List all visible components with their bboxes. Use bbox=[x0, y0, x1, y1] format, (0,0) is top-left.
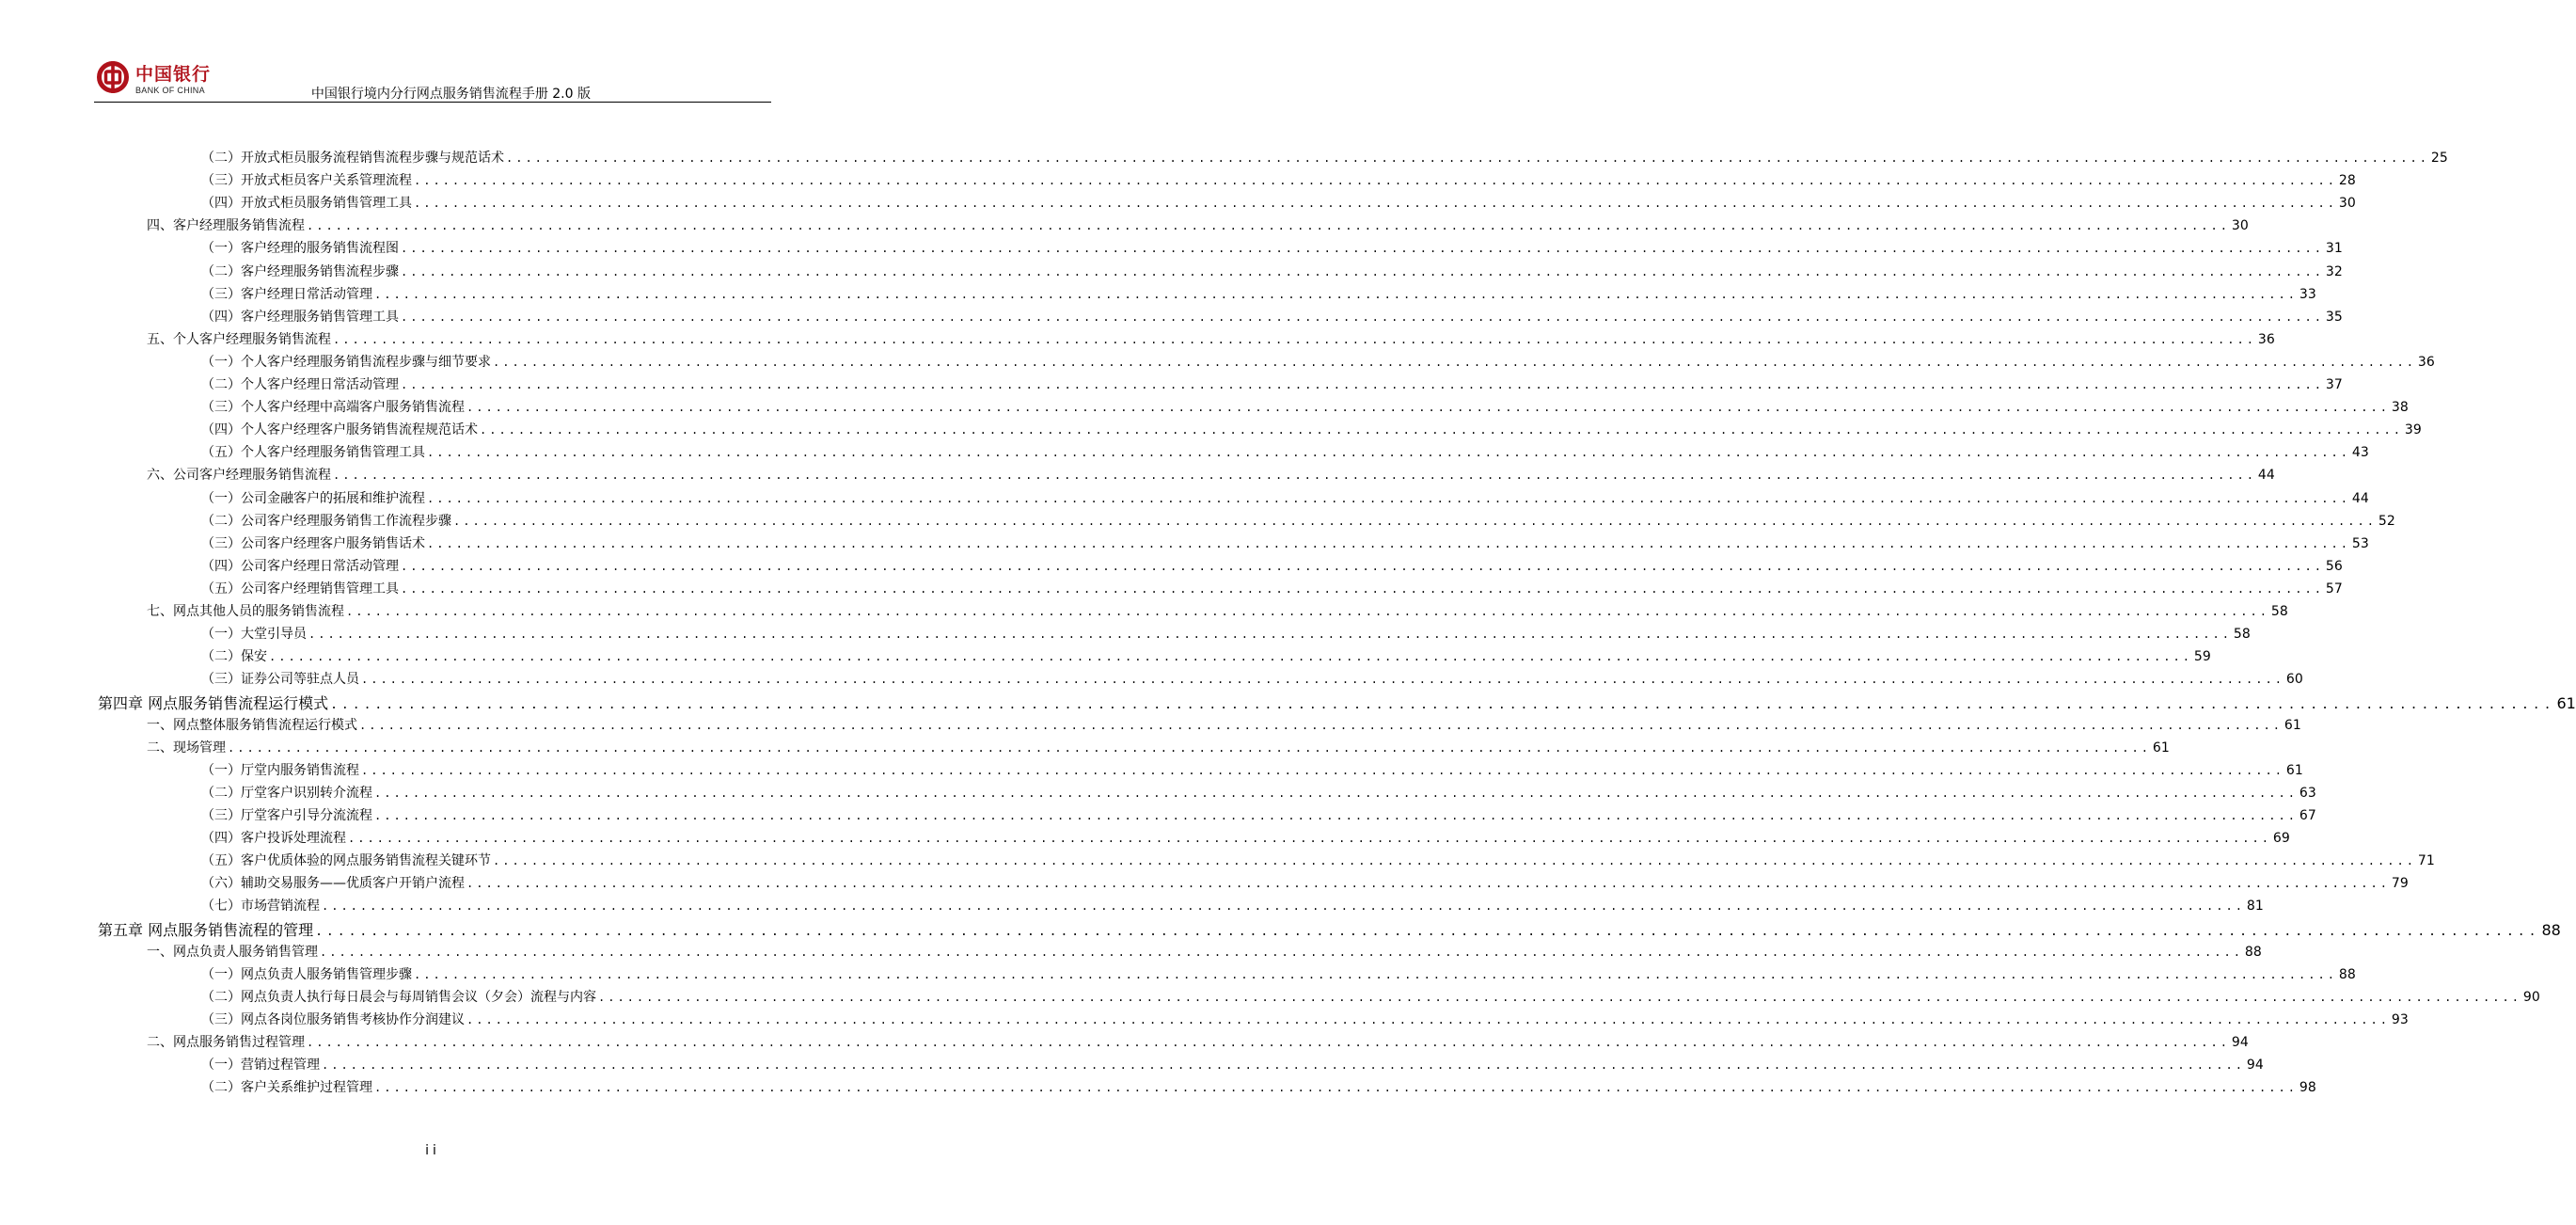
toc-dot-leader: ........................................................................................................................................................................................................ bbox=[401, 242, 2324, 256]
toc-dot-leader: ........................................................................................................................................................................................................ bbox=[427, 536, 2350, 550]
toc-entry-title: （四）个人客户经理客户服务销售流程规范话术 bbox=[201, 422, 478, 438]
toc-page-number: 61 bbox=[2556, 694, 2576, 713]
toc-entry-title: （四）客户投诉处理流程 bbox=[201, 831, 346, 846]
toc-dot-leader: ........................................................................................................................................................................................................ bbox=[330, 698, 2555, 713]
toc-entry-title: 二、网点服务销售过程管理 bbox=[147, 1034, 305, 1050]
toc-subsection-entry[interactable] bbox=[201, 511, 2395, 530]
toc-dot-leader: ........................................................................................................................................................................................................ bbox=[374, 786, 2298, 800]
toc-dot-leader: ........................................................................................................................................................................................................ bbox=[414, 197, 2337, 211]
toc-section-entry[interactable] bbox=[147, 738, 2170, 756]
toc-page-number: 93 bbox=[2391, 1011, 2409, 1027]
toc-page-number: 81 bbox=[2246, 899, 2264, 915]
toc-entry-title: 第五章 网点服务销售流程的管理 bbox=[98, 921, 314, 940]
logo-english-name: BANK OF CHINA bbox=[135, 86, 205, 95]
toc-dot-leader: ........................................................................................................................................................................................................ bbox=[427, 446, 2350, 460]
bank-logo bbox=[94, 58, 226, 102]
toc-subsection-entry[interactable] bbox=[201, 307, 2343, 326]
toc-subsection-entry[interactable] bbox=[201, 170, 2356, 189]
toc-page-number: 43 bbox=[2351, 445, 2369, 461]
toc-dot-leader: ........................................................................................................................................................................................................ bbox=[414, 967, 2337, 981]
toc-dot-leader: ........................................................................................................................................................................................................ bbox=[401, 581, 2324, 596]
toc-entry-title: （一）网点负责人服务销售管理步骤 bbox=[201, 966, 412, 982]
toc-dot-leader: ........................................................................................................................................................................................................ bbox=[333, 469, 2256, 483]
toc-page-number: 88 bbox=[2541, 921, 2561, 940]
toc-entry-title: （三）网点各岗位服务销售考核协作分润建议 bbox=[201, 1011, 465, 1027]
toc-entry-title: （四）公司客户经理日常活动管理 bbox=[201, 558, 399, 574]
toc-dot-leader: ........................................................................................................................................................................................................ bbox=[374, 808, 2298, 822]
toc-subsection-entry[interactable] bbox=[201, 148, 2448, 167]
toc-entry-title: （七）市场营销流程 bbox=[201, 899, 320, 915]
toc-dot-leader: ........................................................................................................................................................................................................ bbox=[308, 628, 2232, 642]
toc-dot-leader: ........................................................................................................................................................................................................ bbox=[322, 1058, 2245, 1072]
toc-dot-leader: ........................................................................................................................................................................................................ bbox=[480, 423, 2403, 438]
toc-dot-leader: ........................................................................................................................................................................................................ bbox=[348, 832, 2271, 845]
toc-page-number: 94 bbox=[2246, 1058, 2264, 1073]
toc-dot-leader: ........................................................................................................................................................................................................ bbox=[359, 718, 2283, 732]
toc-entry-title: （五）公司客户经理销售管理工具 bbox=[201, 581, 399, 597]
toc-page-number: 38 bbox=[2391, 400, 2409, 416]
toc-subsection-entry[interactable] bbox=[201, 397, 2409, 416]
toc-entry-title: 第四章 网点服务销售流程运行模式 bbox=[98, 694, 329, 713]
toc-page-number: 88 bbox=[2338, 966, 2356, 982]
toc-dot-leader: ........................................................................................................................................................................................................ bbox=[414, 174, 2337, 188]
toc-page-number: 35 bbox=[2325, 309, 2343, 325]
toc-section-entry[interactable] bbox=[147, 329, 2275, 348]
toc-dot-leader: ........................................................................................................................................................................................................ bbox=[333, 332, 2256, 346]
toc-page-number: 36 bbox=[2257, 331, 2275, 347]
toc-subsection-entry[interactable] bbox=[201, 805, 2316, 824]
toc-page-number: 57 bbox=[2325, 581, 2343, 597]
toc-entry-title: （三）公司客户经理客户服务销售话术 bbox=[201, 535, 425, 551]
toc-subsection-entry[interactable] bbox=[201, 873, 2409, 892]
toc-page-number: 33 bbox=[2299, 286, 2316, 302]
toc-entry-title: （三）开放式柜员客户关系管理流程 bbox=[201, 173, 412, 189]
toc-dot-leader: ........................................................................................................................................................................................................ bbox=[346, 605, 2269, 618]
toc-dot-leader: ........................................................................................................................................................................................................ bbox=[374, 1081, 2298, 1095]
toc-subsection-entry[interactable] bbox=[201, 193, 2356, 212]
toc-subsection-entry[interactable] bbox=[201, 783, 2316, 802]
toc-dot-leader: ........................................................................................................................................................................................................ bbox=[269, 650, 2192, 664]
toc-chapter-entry[interactable] bbox=[98, 692, 2576, 713]
toc-page-number: 67 bbox=[2299, 807, 2316, 823]
toc-subsection-entry[interactable] bbox=[201, 896, 2264, 915]
toc-dot-leader: ........................................................................................................................................................................................................ bbox=[307, 1035, 2230, 1049]
toc-entry-title: 二、现场管理 bbox=[147, 740, 226, 756]
toc-entry-title: 六、公司客户经理服务销售流程 bbox=[147, 468, 331, 484]
toc-entry-title: 七、网点其他人员的服务销售流程 bbox=[147, 604, 344, 619]
toc-page-number: 31 bbox=[2325, 241, 2343, 257]
toc-entry-title: （三）客户经理日常活动管理 bbox=[201, 286, 372, 302]
toc-subsection-entry[interactable] bbox=[201, 262, 2343, 280]
toc-dot-leader: ........................................................................................................................................................................................................ bbox=[374, 287, 2298, 301]
toc-subsection-entry[interactable] bbox=[201, 352, 2435, 371]
toc-chapter-entry[interactable] bbox=[98, 918, 2561, 940]
toc-subsection-entry[interactable] bbox=[201, 442, 2369, 461]
toc-dot-leader: ........................................................................................................................................................................................................ bbox=[320, 945, 2243, 959]
toc-dot-leader: ........................................................................................................................................................................................................ bbox=[453, 514, 2377, 528]
toc-entry-title: 一、网点整体服务销售流程运行模式 bbox=[147, 717, 357, 733]
toc-page-number: 94 bbox=[2231, 1034, 2249, 1050]
toc-subsection-entry[interactable] bbox=[201, 374, 2343, 393]
toc-subsection-entry[interactable] bbox=[201, 760, 2303, 779]
toc-subsection-entry[interactable] bbox=[201, 964, 2356, 983]
toc-page-number: 60 bbox=[2285, 672, 2303, 688]
toc-page-number: 88 bbox=[2244, 944, 2262, 960]
toc-dot-leader: ........................................................................................................................................................................................................ bbox=[493, 854, 2416, 868]
toc-entry-title: 五、个人客户经理服务销售流程 bbox=[147, 331, 331, 347]
toc-entry-title: （二）保安 bbox=[201, 649, 267, 665]
toc-subsection-entry[interactable] bbox=[201, 556, 2343, 575]
toc-page-number: 61 bbox=[2152, 740, 2170, 756]
toc-entry-title: （五）客户优质体验的网点服务销售流程关键环节 bbox=[201, 853, 491, 869]
toc-dot-leader: ........................................................................................................................................................................................................ bbox=[401, 264, 2324, 278]
toc-page-number: 32 bbox=[2325, 263, 2343, 279]
toc-page-number: 39 bbox=[2404, 422, 2422, 438]
toc-entry-title: （二）公司客户经理服务销售工作流程步骤 bbox=[201, 513, 451, 529]
toc-entry-title: （六）辅助交易服务——优质客户开销户流程 bbox=[201, 876, 465, 892]
toc-entry-title: 四、客户经理服务销售流程 bbox=[147, 218, 305, 234]
toc-page-number: 30 bbox=[2231, 218, 2249, 234]
toc-subsection-entry[interactable] bbox=[201, 284, 2316, 303]
toc-subsection-entry[interactable] bbox=[201, 533, 2369, 552]
toc-entry-title: （一）个人客户经理服务销售流程步骤与细节要求 bbox=[201, 354, 491, 370]
toc-entry-title: （二）开放式柜员服务流程销售流程步骤与规范话术 bbox=[201, 151, 504, 166]
page-header bbox=[94, 58, 771, 103]
toc-entry-title: （二）客户经理服务销售流程步骤 bbox=[201, 263, 399, 279]
toc-subsection-entry[interactable] bbox=[201, 1055, 2264, 1074]
toc-page-number: 61 bbox=[2284, 717, 2301, 733]
toc-entry-title: （二）厅堂客户识别转介流程 bbox=[201, 785, 372, 801]
toc-page-number: 79 bbox=[2391, 876, 2409, 892]
toc-page-number: 69 bbox=[2272, 831, 2290, 846]
toc-entry-title: （一）营销过程管理 bbox=[201, 1058, 320, 1073]
toc-page-number: 28 bbox=[2338, 173, 2356, 189]
toc-page-number: 56 bbox=[2325, 558, 2343, 574]
toc-page-number: 58 bbox=[2270, 604, 2288, 619]
toc-entry-title: （四）开放式柜员服务销售管理工具 bbox=[201, 196, 412, 212]
logo-chinese-name: 中国银行 bbox=[135, 64, 212, 85]
toc-entry-title: （一）大堂引导员 bbox=[201, 627, 307, 643]
toc-section-entry[interactable] bbox=[147, 715, 2301, 734]
toc-dot-leader: ........................................................................................................................................................................................................ bbox=[598, 990, 2521, 1004]
toc-entry-title: 一、网点负责人服务销售管理 bbox=[147, 944, 318, 960]
toc-entry-title: （二）客户关系维护过程管理 bbox=[201, 1080, 372, 1096]
toc-page-number: 58 bbox=[2233, 627, 2251, 643]
document-title: 中国银行境内分行网点服务销售流程手册 2.0 版 bbox=[310, 87, 591, 102]
toc-dot-leader: ........................................................................................................................................................................................................ bbox=[322, 899, 2245, 914]
toc-dot-leader: ........................................................................................................................................................................................................ bbox=[315, 925, 2540, 940]
toc-dot-leader: ........................................................................................................................................................................................................ bbox=[427, 491, 2350, 505]
toc-subsection-entry[interactable] bbox=[201, 1077, 2316, 1096]
toc-section-entry[interactable] bbox=[147, 215, 2249, 234]
toc-page-number: 53 bbox=[2351, 535, 2369, 551]
toc-page-number: 90 bbox=[2522, 989, 2540, 1005]
toc-entry-title: （二）网点负责人执行每日晨会与每周销售会议（夕会）流程与内容 bbox=[201, 989, 596, 1005]
toc-dot-leader: ........................................................................................................................................................................................................ bbox=[466, 1012, 2390, 1026]
toc-page-number: 25 bbox=[2430, 151, 2448, 166]
toc-entry-title: （三）厅堂客户引导分流流程 bbox=[201, 807, 372, 823]
toc-page-number: 30 bbox=[2338, 196, 2356, 212]
toc-dot-leader: ........................................................................................................................................................................................................ bbox=[307, 219, 2230, 233]
toc-dot-leader: ........................................................................................................................................................................................................ bbox=[401, 310, 2324, 324]
toc-dot-leader: ........................................................................................................................................................................................................ bbox=[401, 378, 2324, 391]
toc-subsection-entry[interactable] bbox=[201, 828, 2290, 847]
toc-entry-title: （一）厅堂内服务销售流程 bbox=[201, 762, 359, 778]
toc-page-number: 44 bbox=[2351, 490, 2369, 506]
toc-section-entry[interactable] bbox=[147, 601, 2288, 620]
toc-subsection-entry[interactable] bbox=[201, 669, 2303, 688]
toc-entry-title: （五）个人客户经理服务销售管理工具 bbox=[201, 445, 425, 461]
toc-page-number: 59 bbox=[2193, 649, 2211, 665]
toc-section-entry[interactable] bbox=[147, 465, 2275, 484]
toc-subsection-entry[interactable] bbox=[201, 987, 2540, 1006]
toc-subsection-entry[interactable] bbox=[201, 851, 2435, 869]
toc-dot-leader: ........................................................................................................................................................................................................ bbox=[228, 740, 2151, 755]
toc-entry-title: （三）个人客户经理中高端客户服务销售流程 bbox=[201, 400, 465, 416]
toc-page-number: 37 bbox=[2325, 377, 2343, 392]
toc-dot-leader: ........................................................................................................................................................................................................ bbox=[466, 401, 2390, 415]
page-number: ii bbox=[425, 1143, 440, 1158]
toc-subsection-entry[interactable] bbox=[201, 624, 2251, 643]
toc-section-entry[interactable] bbox=[147, 942, 2262, 961]
toc-dot-leader: ........................................................................................................................................................................................................ bbox=[466, 877, 2390, 891]
toc-dot-leader: ........................................................................................................................................................................................................ bbox=[401, 559, 2324, 573]
toc-entry-title: （一）公司金融客户的拓展和维护流程 bbox=[201, 490, 425, 506]
toc-page-number: 44 bbox=[2257, 468, 2275, 484]
bank-of-china-logo-icon bbox=[96, 60, 130, 94]
toc-page-number: 63 bbox=[2299, 785, 2316, 801]
toc-subsection-entry[interactable] bbox=[201, 488, 2369, 507]
toc-subsection-entry[interactable] bbox=[201, 1010, 2409, 1028]
toc-subsection-entry[interactable] bbox=[201, 579, 2343, 597]
toc-page-number: 61 bbox=[2285, 762, 2303, 778]
toc-subsection-entry[interactable] bbox=[201, 238, 2343, 257]
toc-entry-title: （一）客户经理的服务销售流程图 bbox=[201, 241, 399, 257]
toc-entry-title: （三）证券公司等驻点人员 bbox=[201, 672, 359, 688]
header-divider bbox=[94, 102, 771, 103]
toc-page-number: 98 bbox=[2299, 1080, 2316, 1096]
toc-entry-title: （四）客户经理服务销售管理工具 bbox=[201, 309, 399, 325]
toc-dot-leader: ........................................................................................................................................................................................................ bbox=[361, 763, 2284, 777]
toc-dot-leader: ........................................................................................................................................................................................................ bbox=[361, 673, 2284, 687]
toc-page-number: 52 bbox=[2378, 513, 2395, 529]
toc-subsection-entry[interactable] bbox=[201, 646, 2211, 665]
toc-entry-title: （二）个人客户经理日常活动管理 bbox=[201, 377, 399, 392]
toc-section-entry[interactable] bbox=[147, 1032, 2249, 1051]
toc-page-number: 71 bbox=[2417, 853, 2435, 869]
toc-page-number: 36 bbox=[2417, 354, 2435, 370]
toc-subsection-entry[interactable] bbox=[201, 420, 2422, 438]
toc-dot-leader: ........................................................................................................................................................................................................ bbox=[506, 151, 2429, 165]
toc-dot-leader: ........................................................................................................................................................................................................ bbox=[493, 355, 2416, 369]
